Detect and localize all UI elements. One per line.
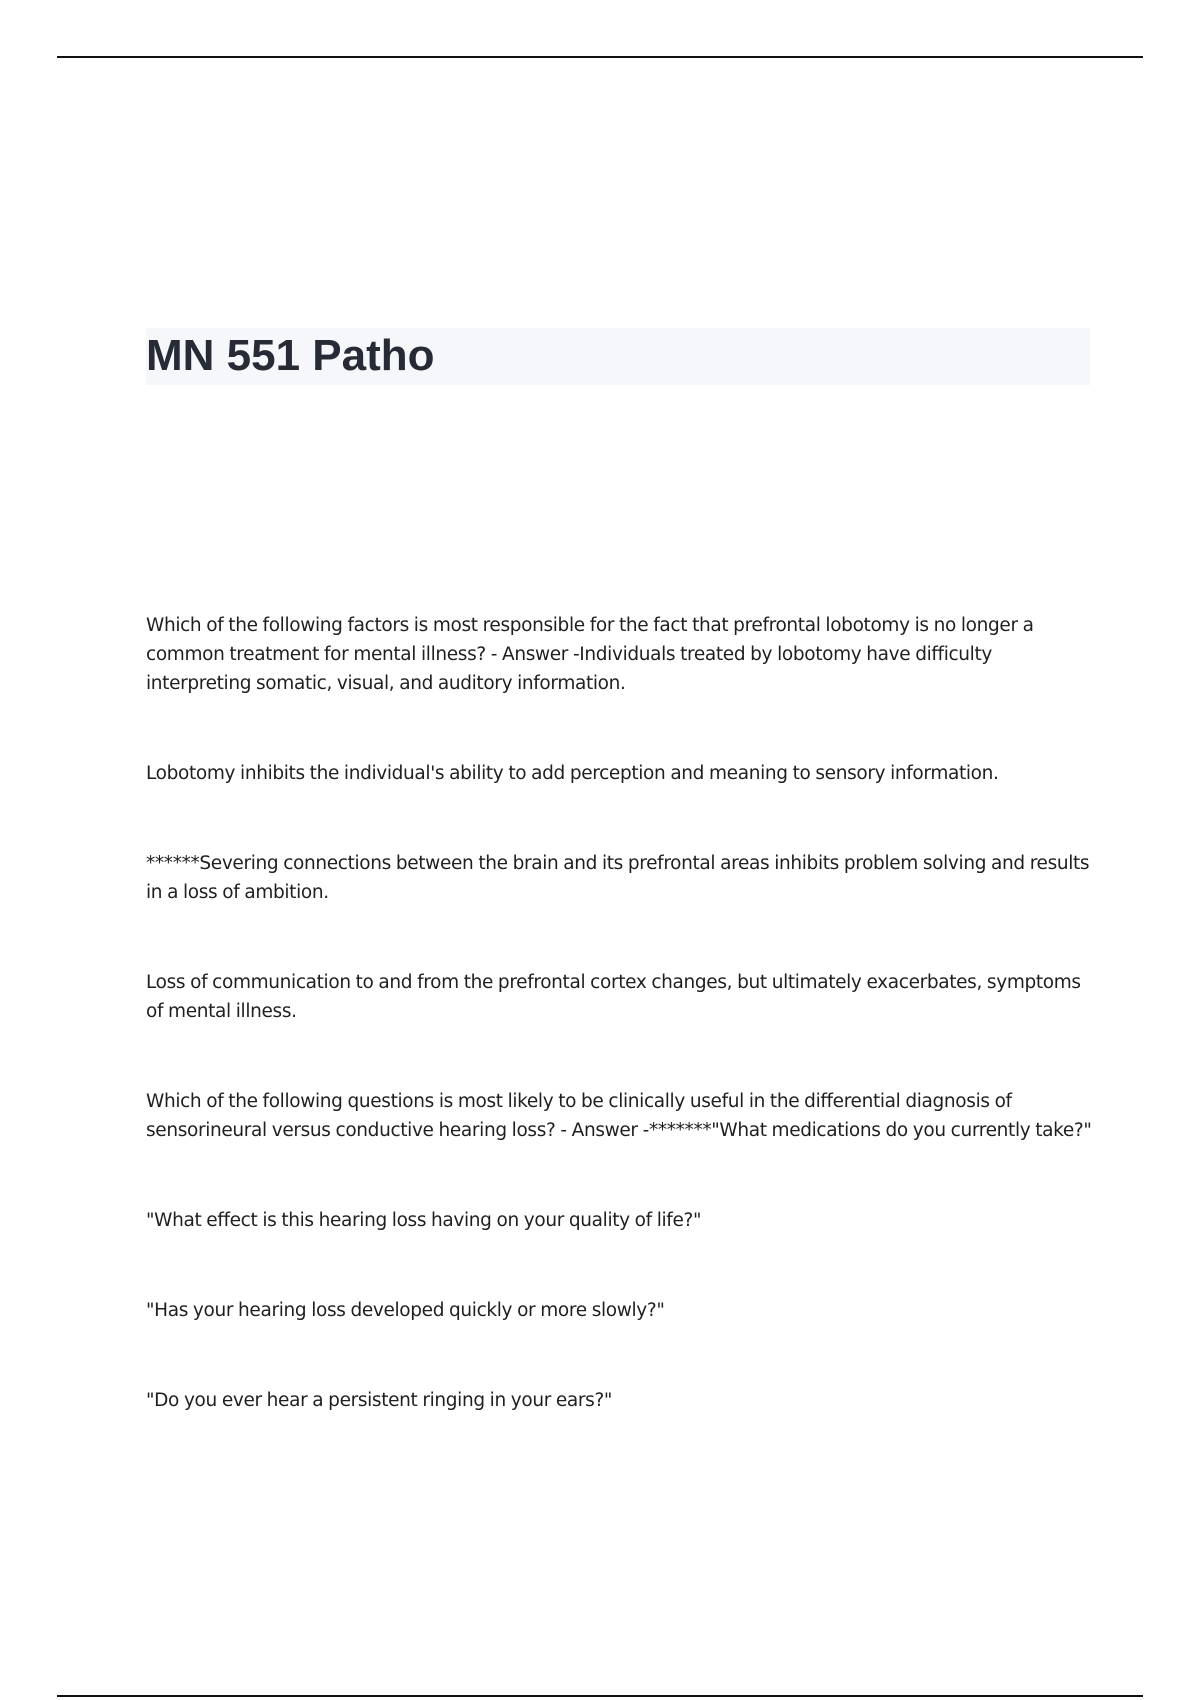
paragraph-q2: Which of the following questions is most likely to be clinically useful in the differential diagnosis of sensorineural versus conductive hearing loss? - Answer -*******"What medications do you currently take?" [146,1091,1092,1141]
document-title: MN 551 Patho [146,331,435,380]
paragraph-q1-option-2: Lobotomy inhibits the individual's ability to add perception and meaning to sensory information. [146,763,999,784]
paragraph-q2-option-4: "Do you ever hear a persistent ringing in your ears?" [146,1390,613,1411]
top-rule [57,56,1143,58]
document-body [146,611,1092,1476]
paragraph-q1-option-3: ******Severing connections between the brain and its prefrontal areas inhibits problem solving and results in a loss of ambition. [146,853,1090,903]
paragraph-q2-option-2: "What effect is this hearing loss having on your quality of life?" [146,1210,702,1231]
bottom-rule [57,1695,1143,1697]
paragraph-q1-option-4: Loss of communication to and from the prefrontal cortex changes, but ultimately exacerbates, symptoms of mental illness. [146,972,1081,1022]
paragraph-q2-option-3: "Has your hearing loss developed quickly or more slowly?" [146,1300,665,1321]
paragraph-q1: Which of the following factors is most responsible for the fact that prefrontal lobotomy is no longer a common treatment for mental illness? - Answer -Individuals treated by lobotomy have difficulty interpreting somatic, visual, and auditory information. [146,615,1034,694]
